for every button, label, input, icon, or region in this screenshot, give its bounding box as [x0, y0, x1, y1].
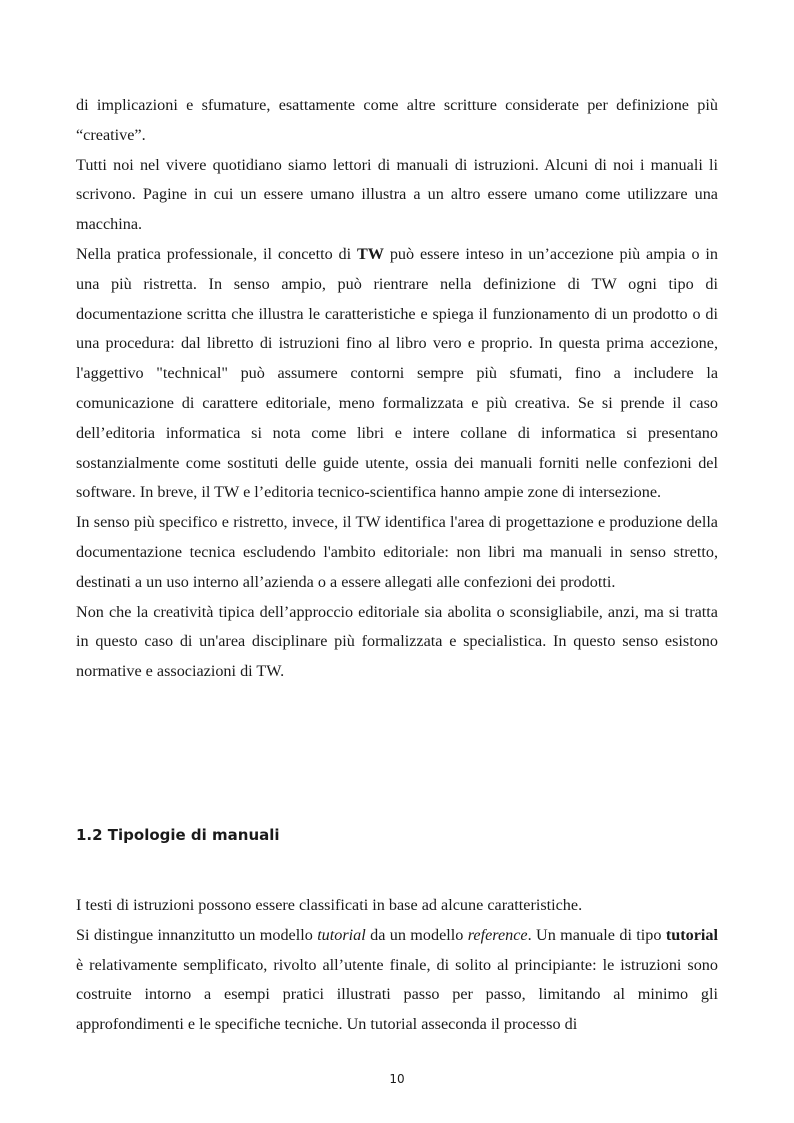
paragraph-implicazioni: di implicazioni e sfumature, esattamente come altre scritture considerate per definizione più “creative”.	[76, 96, 718, 144]
paragraph-text: . Un manuale di tipo	[527, 925, 666, 944]
paragraph-text: può essere inteso in un’accezione più ampia o in una più ristretta. In senso ampio, può rientrare nella definizione di TW ogni tipo di documentazione scritta che illustra le caratteristiche e spiega il funzionamento di un prodotto o di una procedura: dal libretto di istruzioni fino al libro vero e proprio. In questa prima accezione, l'aggettivo "technical" può assumere contorni sempre più sfumati, fino a includere la comunicazione di carattere editoriale, meno formalizzata e più creativa. Se si prende il caso dell’editoria informatica si nota come libri e intere collane di informatica si presentano sostanzialmente come sostituti delle guide utente, ossia dei manuali forniti nelle confezioni del software. In breve, il TW e l’editoria tecnico-scientifica hanno ampie zone di intersezione.	[76, 244, 718, 502]
bold-term-tw: TW	[356, 244, 384, 263]
paragraph-creativita: Non che la creatività tipica dell’approccio editoriale sia abolita o sconsigliabile, anzi, ma si tratta in questo caso di un'area disciplinare più formalizzata e specialistica. In questo senso esistono normative e associazioni di TW.	[76, 602, 718, 681]
bold-term-tutorial: tutorial	[665, 925, 718, 944]
paragraph-tutorial-reference	[76, 921, 718, 1040]
paragraph-text: da un modello	[365, 925, 468, 944]
paragraph-text: è relativamente semplificato, rivolto all’utente finale, di solito al principiante: le istruzioni sono costruite intorno a esempi pratici illustrati passo per passo, limitando al minimo gli approfondimenti e le specifiche tecniche. Un tutorial asseconda il processo di	[76, 955, 718, 1034]
body-text-block-1	[76, 91, 718, 687]
page-number: 10	[389, 1072, 405, 1086]
paragraph-classificazione: I testi di istruzioni possono essere classificati in base ad alcune caratteristiche.	[76, 896, 583, 914]
italic-term-reference: reference	[467, 925, 528, 944]
section-heading: 1.2 Tipologie di manuali	[76, 826, 280, 844]
paragraph-text: Nella pratica professionale, il concetto di	[76, 244, 357, 263]
paragraph-text: Si distingue innanzitutto un modello	[76, 925, 318, 944]
paragraph-pratica-professionale	[76, 240, 718, 508]
paragraph-senso-specifico: In senso più specifico e ristretto, invece, il TW identifica l'area di progettazione e produzione della documentazione tecnica escludendo l'ambito editoriale: non libri ma manuali in senso stretto, destinati a un uso interno all’azienda o a essere allegati alle confezioni dei prodotti.	[76, 513, 718, 591]
paragraph-lettori-manuali: Tutti noi nel vivere quotidiano siamo lettori di manuali di istruzioni. Alcuni di noi i manuali li scrivono. Pagine in cui un essere umano illustra a un altro essere umano come utilizzare una macchina.	[76, 155, 718, 234]
italic-term-tutorial: tutorial	[317, 925, 366, 944]
body-text-block-2	[76, 891, 718, 1040]
